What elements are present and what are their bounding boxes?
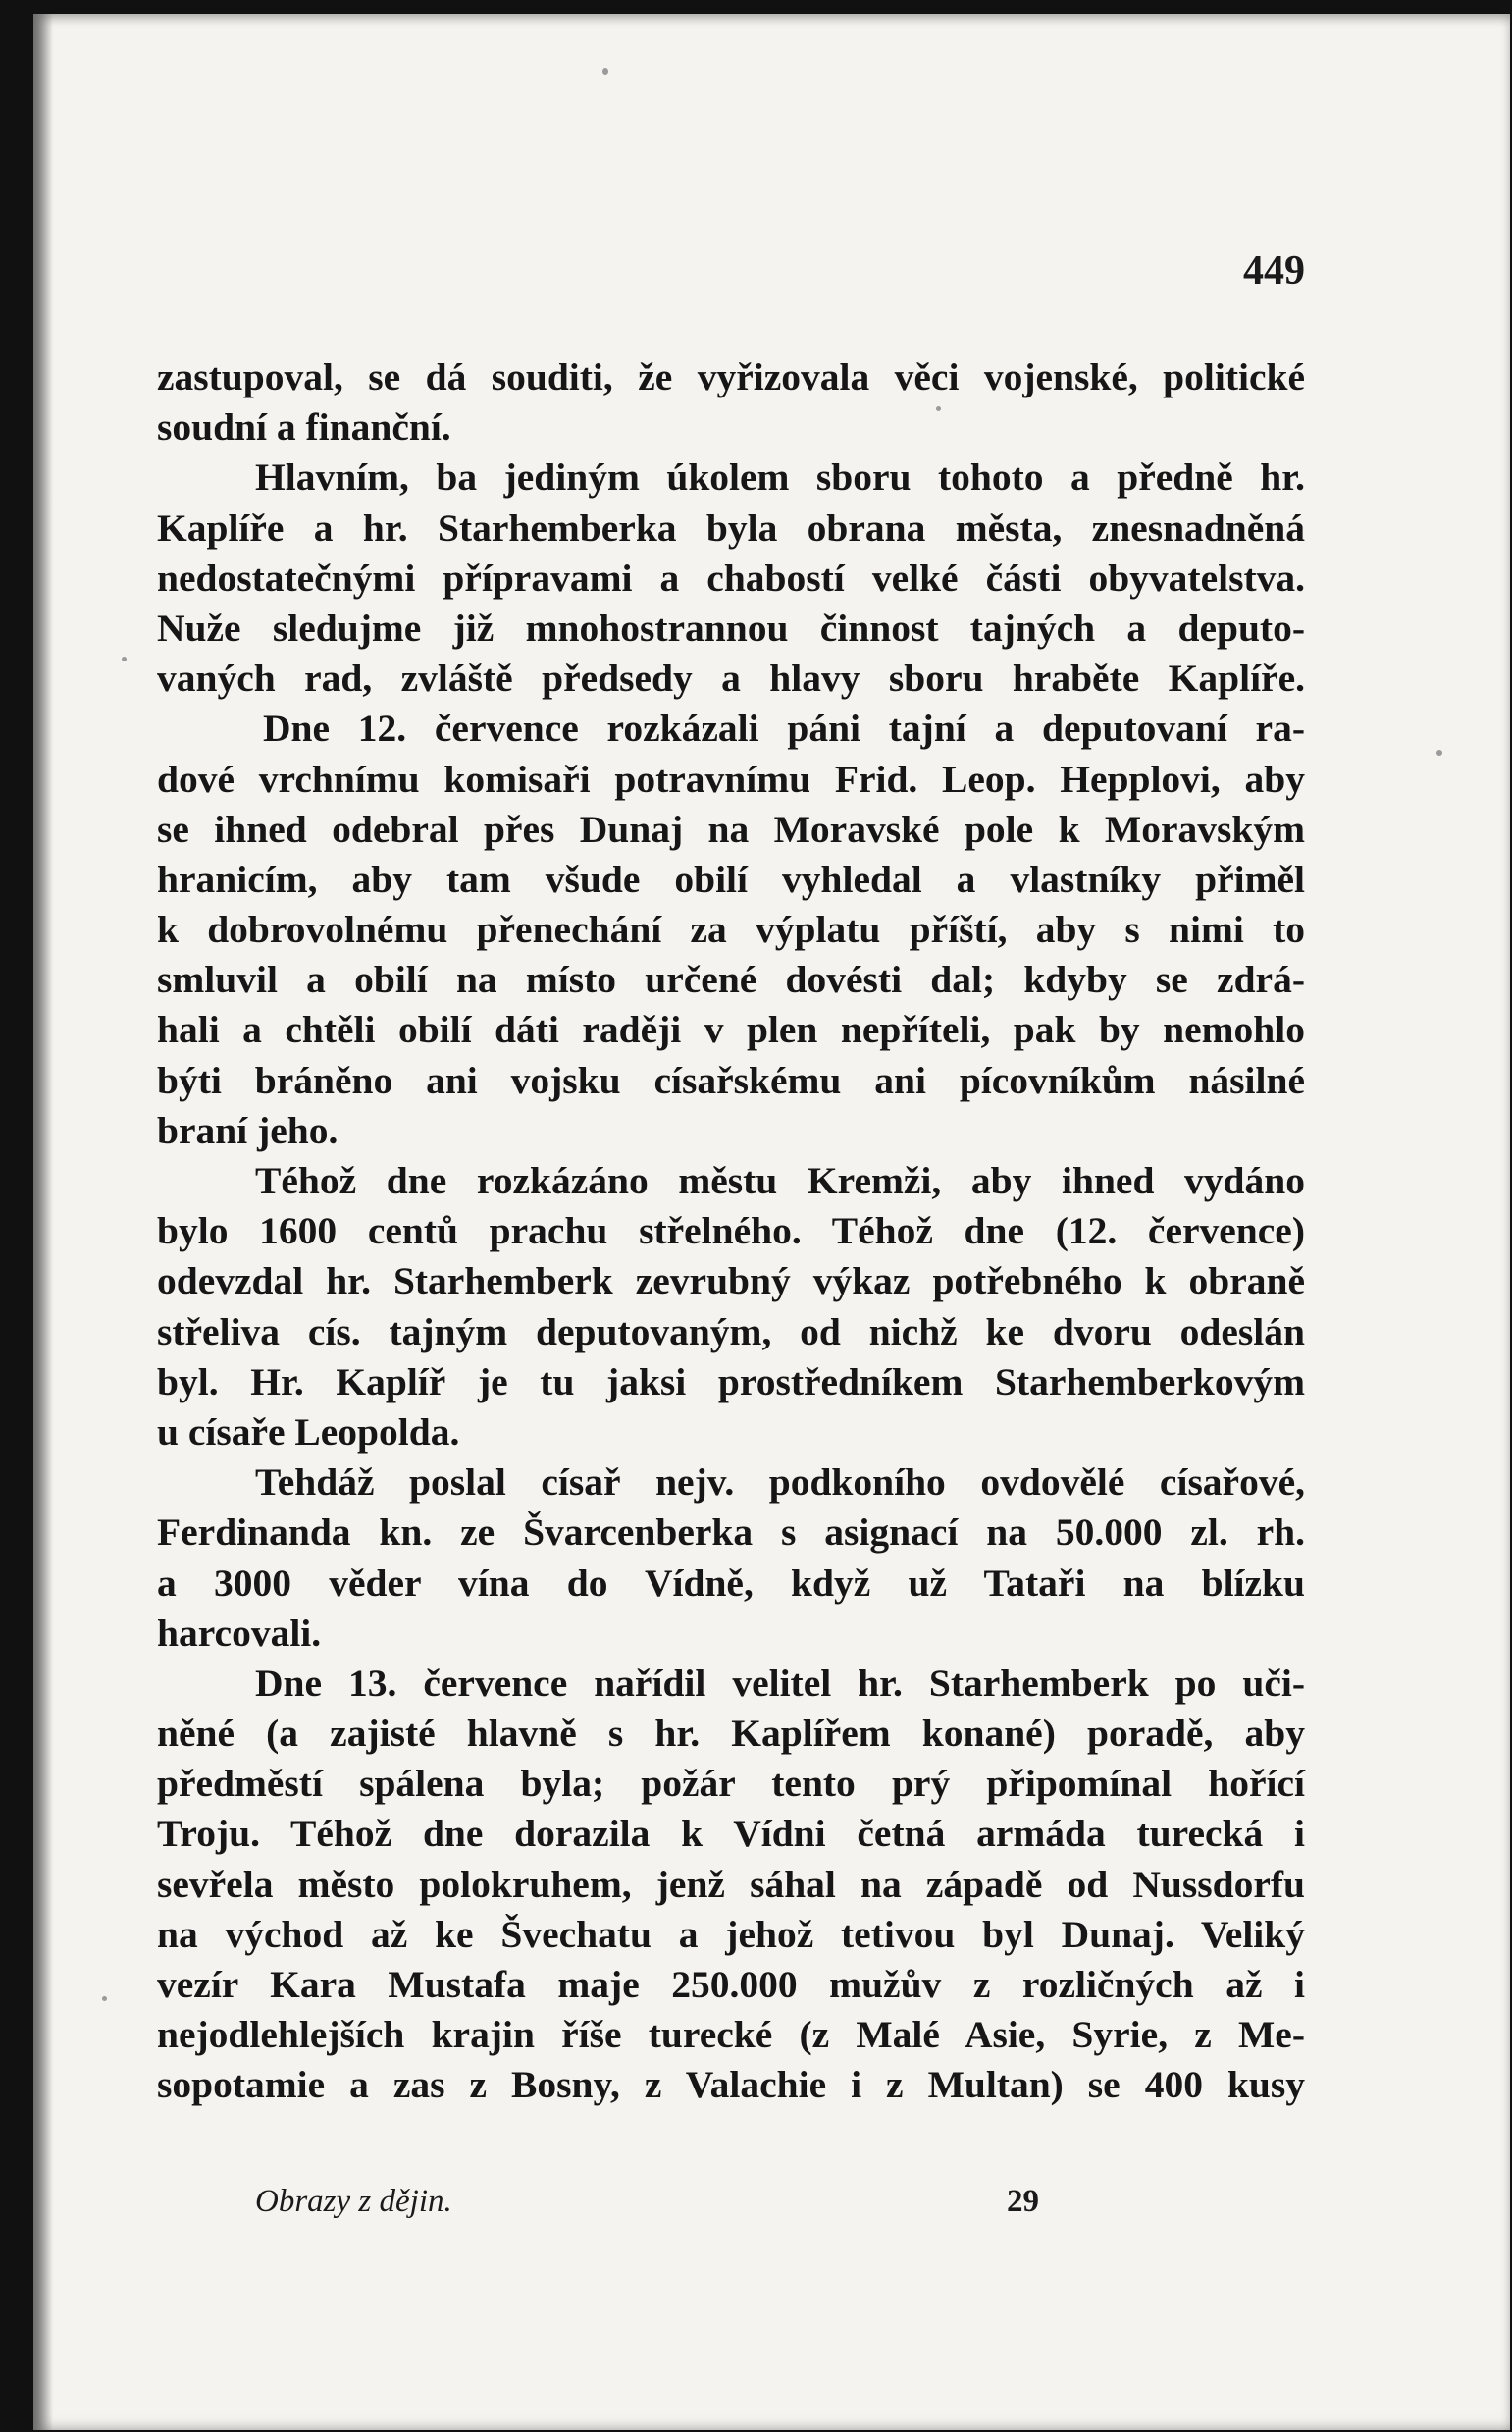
text-line: Troju. Téhož dne dorazila k Vídni četná armáda turecká i <box>157 1812 1305 1856</box>
text-line: Téhož dne rozkázáno městu Kremži, aby ihned vydáno <box>255 1159 1305 1202</box>
page-footer <box>255 2184 1236 2233</box>
scan-speck <box>102 1996 107 2001</box>
text-line: hranicím, aby tam všude obilí vyhledal a vlastníky přiměl <box>157 857 1305 901</box>
text-line: předměstí spálena byla; požár tento prý připomínal hořící <box>157 1762 1305 1806</box>
text-line: na východ až ke Švechatu a jehož tetivou byl Dunaj. Veliký <box>157 1912 1305 1956</box>
text-line: braní jeho. <box>157 1108 339 1152</box>
text-line: něné (a zajisté hlavně s hr. Kaplířem konané) poradě, aby <box>157 1712 1305 1756</box>
scan-speck <box>936 406 941 411</box>
text-line: Hlavním, ba jediným úkolem sboru tohoto a předně hr. <box>255 455 1305 500</box>
book-page <box>33 14 1510 2430</box>
scan-speck <box>122 657 127 661</box>
text-line: byl. Hr. Kaplíř je tu jaksi prostředníkem Starhemberkovým <box>157 1359 1305 1403</box>
footer-signature-mark: 29 <box>1007 2184 1039 2219</box>
text-line: k dobrovolnému přenechání za výplatu příští, aby s nimi to <box>157 908 1305 952</box>
text-line: vaných rad, zvláště předsedy a hlavy sboru hraběte Kaplíře. <box>157 657 1305 701</box>
page-spine-shadow <box>33 14 53 2430</box>
text-line: sopotamie a zas z Bosny, z Valachie i z Multan) se 400 kusy <box>157 2063 1305 2107</box>
scan-speck <box>1436 750 1442 756</box>
text-line: u císaře Leopolda. <box>157 1409 460 1454</box>
text-line: hali a chtěli obilí dáti raději v plen nepříteli, pak by nemohlo <box>157 1008 1305 1052</box>
text-line: Dne 12. července rozkázali páni tajní a deputovaní ra- <box>263 707 1305 751</box>
scan-speck <box>602 68 608 75</box>
text-line: Nuže sledujme již mnohostrannou činnost tajných a deputo- <box>157 606 1305 650</box>
text-line: dové vrchnímu komisaři potravnímu Frid. Leop. Hepplovi, aby <box>157 757 1305 801</box>
page-number: 449 <box>1243 248 1305 293</box>
text-line: Tehdáž poslal císař nejv. podkoního ovdovělé císařové, <box>255 1460 1305 1505</box>
text-line: nejodlehlejších krajin říše turecké (z Malé Asie, Syrie, z Me- <box>157 2013 1305 2057</box>
footer-source-title: Obrazy z dějin. <box>255 2184 452 2219</box>
text-line: býti bráněno ani vojsku císařskému ani pícovníkům násilné <box>157 1058 1305 1102</box>
text-line: sevřela město polokruhem, jenž sáhal na západě od Nussdorfu <box>157 1862 1305 1906</box>
text-line: Ferdinanda kn. ze Švarcenberka s asignací na 50.000 zl. rh. <box>157 1510 1305 1555</box>
text-line: soudní a finanční. <box>157 405 451 449</box>
text-line: střeliva cís. tajným deputovaným, od nichž ke dvoru odeslán <box>157 1309 1305 1353</box>
text-line: odevzdal hr. Starhemberk zevrubný výkaz potřebného k obraně <box>157 1259 1305 1303</box>
body-text <box>157 352 1305 2111</box>
text-line: bylo 1600 centů prachu střelného. Téhož dne (12. července) <box>157 1209 1305 1253</box>
text-line: harcovali. <box>157 1611 322 1655</box>
text-line: vezír Kara Mustafa maje 250.000 mužův z rozličných až i <box>157 1963 1305 2006</box>
text-line: Kaplíře a hr. Starhemberka byla obrana města, znesnadněná <box>157 505 1305 550</box>
text-line: zastupoval, se dá souditi, že vyřizovala věci vojenské, politické <box>157 355 1305 398</box>
text-line: nedostatečnými přípravami a chabostí velké části obyvatelstva. <box>157 555 1305 600</box>
text-line: se ihned odebral přes Dunaj na Moravské pole k Moravským <box>157 807 1305 851</box>
text-line: smluvil a obilí na místo určené dovésti dal; kdyby se zdrá- <box>157 958 1305 1002</box>
text-line: a 3000 věder vína do Vídně, když už Tataři na blízku <box>157 1560 1305 1605</box>
text-line: Dne 13. července nařídil velitel hr. Starhemberk po uči- <box>255 1661 1305 1705</box>
